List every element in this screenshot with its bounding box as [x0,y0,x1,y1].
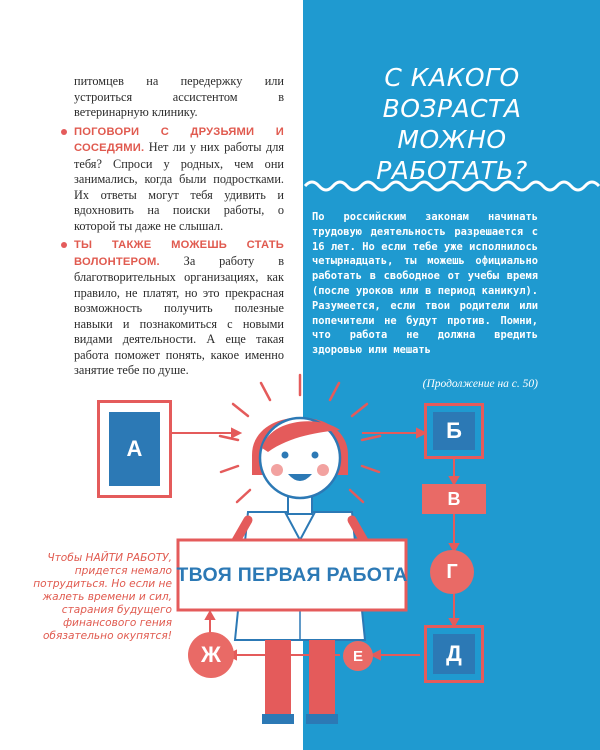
box-b [424,403,484,459]
bullet-icon [61,242,67,248]
sidebar-body: По российским законам начинать трудовую деятельность разрешается с 16 лет. Но если тебе уже исполнилось четырнадцать, ты можешь официально работать в свободное от учебы время (после уроков или в период каникул). Разумеется, если твои родители или попечители не будут против. Помни, что работа не должна вредить здоровью или мешать [312,211,538,357]
box-b-label: Б [433,412,475,450]
bullet-heading: ПОГОВОРИ С ДРУЗЬЯМИ И СОСЕДЯМИ. [74,125,284,154]
side-note: Чтобы НАЙТИ РАБОТУ, придется немало потрудиться. Но если не жалеть времени и сил, старания будущего финансового гения обязательно окупятся! [33,552,172,642]
left-column [74,74,284,379]
list-item [74,124,284,235]
box-d [424,625,484,683]
box-a-label: А [109,412,160,486]
circle-zh: Ж [188,632,234,678]
box-a [97,400,172,498]
bullet-text: За работу в благотворительных организациях, как правило, не платят, но это прекрасная возможность получить полезные навыки и познакомиться с новыми видами деятельности. А еще такая работа поможет понять, какое именно занятие тебе по душе. [74,253,284,377]
continuation-note: (Продолжение на с. 50) [422,378,538,390]
left-paragraph-1: питомцев на передержку или устроиться ассистентом в ветеринарную клинику. [74,74,284,119]
list-item [74,237,284,379]
box-d-label: Д [433,634,475,674]
title-line: МОЖНО [397,125,507,154]
title-line: РАБОТАТЬ? [376,156,528,185]
title-line: С КАКОГО [384,63,520,92]
bullet-text: Нет ли у них работы для тебя? Спроси у родных, чем они занимались, когда были подростками. Их ответы могут тебя удивить и вдохновить на поиски работы, о которой ты даже не слышал. [74,140,284,233]
sidebar-title [318,62,586,186]
circle-g: Г [430,550,474,594]
banner-title: ТВОЯ ПЕРВАЯ РАБОТА [176,563,408,586]
box-v: В [422,484,486,514]
title-line: ВОЗРАСТА [382,94,522,123]
bullet-heading: ТЫ ТАКЖЕ МОЖЕШЬ СТАТЬ ВОЛОНТЕРОМ. [74,239,284,268]
bullet-icon [61,129,67,135]
circle-e: Е [343,641,373,671]
